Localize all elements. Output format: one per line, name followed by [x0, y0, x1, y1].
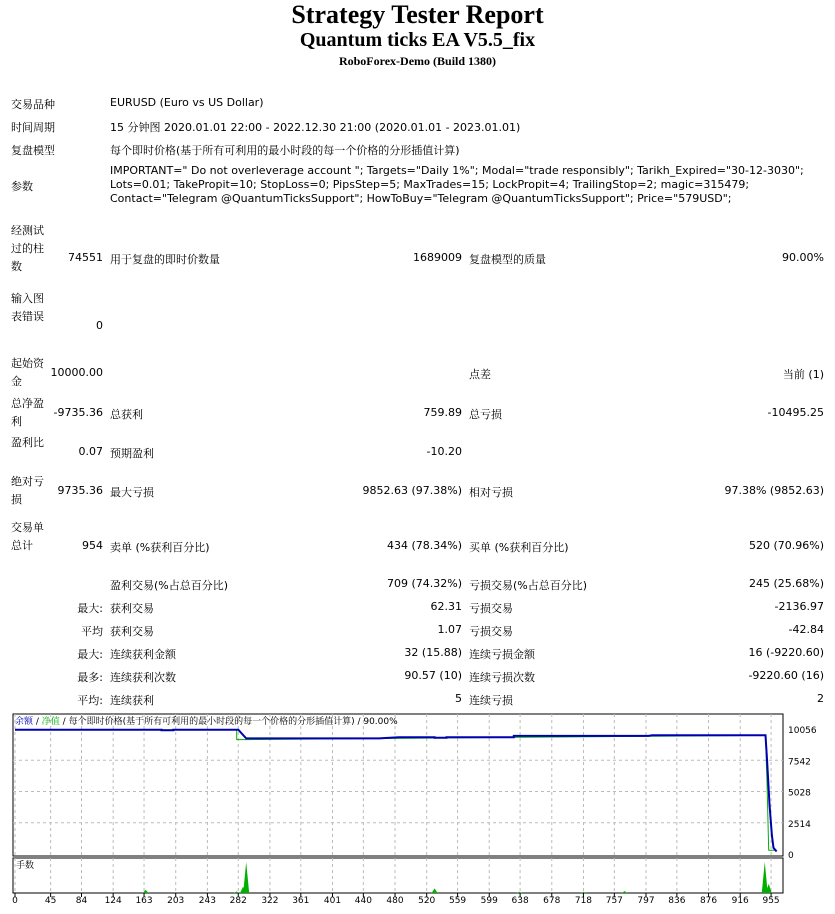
stat-label: 交易单总计 — [11, 521, 44, 552]
stat-value: 97.38% (9852.63) — [724, 484, 824, 497]
stat-label: 输入图表错误 — [11, 292, 44, 323]
stat-value: 759.89 — [423, 406, 462, 419]
chart-legend — [15, 715, 398, 727]
stat-value: -10.20 — [426, 445, 462, 458]
stat-value: 1.07 — [437, 623, 462, 636]
x-tick-label: 876 — [699, 896, 718, 906]
stat-value: 62.31 — [430, 600, 462, 613]
y-tick-label: 7542 — [788, 757, 811, 768]
stat-label: 起始资金 — [11, 357, 44, 388]
legend-model: 每个即时价格(基于所有可利用的最小时段的每一个价格的分形插值计算) — [68, 717, 355, 727]
x-tick-label: 797 — [637, 896, 655, 906]
stat-value: 434 (78.34%) — [386, 539, 462, 552]
stat-prefix: 平均 — [81, 625, 103, 638]
x-tick-label: 559 — [448, 896, 467, 906]
stat-label: 连续亏损 — [469, 694, 513, 707]
stat-value: 90.57 (10) — [404, 669, 462, 682]
stat-value: 74551 — [68, 251, 103, 264]
x-tick-label: 124 — [104, 896, 122, 906]
stat-value: 9735.36 — [57, 484, 103, 497]
stat-value: 0 — [96, 319, 103, 332]
params-line: Contact="Telegram @QuantumTicksSupport"; HowToBuy="Telegram @QuantumTicksSupport"; Price="579USD"; — [110, 192, 732, 205]
volume-panel — [13, 858, 783, 893]
stat-value: 10000.00 — [50, 366, 103, 379]
params-line: Lots=0.01; TakePropit=10; StopLoss=0; PipsStep=5; MaxTrades=15; LockPropit=4; TrailingStop=2; magic=315479; — [110, 178, 750, 191]
stat-label: 获利交易 — [110, 602, 154, 615]
legend-sep: / — [354, 717, 364, 727]
legend-balance: 余额 — [15, 717, 34, 727]
stat-prefix: 最大: — [77, 602, 103, 615]
stat-label: 连续获利次数 — [110, 671, 176, 684]
symbol-label: 交易品种 — [11, 98, 55, 111]
legend-equity: 净值 — [41, 717, 60, 727]
report-title: Strategy Tester Report — [291, 0, 544, 29]
stat-label: 总亏损 — [469, 408, 502, 421]
x-tick-label: 45 — [44, 896, 57, 906]
x-tick-label: 243 — [198, 896, 216, 906]
x-tick-label: 84 — [75, 896, 88, 906]
params-label: 参数 — [11, 180, 33, 193]
stat-value: 954 — [82, 539, 103, 552]
stat-label: 亏损交易(%占总百分比) — [469, 579, 588, 592]
y-tick-label: 0 — [788, 851, 794, 861]
stat-label: 连续获利 — [110, 694, 154, 707]
y-tick-label: 2514 — [788, 819, 811, 830]
stat-label: 用于复盘的即时价数量 — [110, 253, 220, 266]
stat-label: 盈利交易(%占总百分比) — [110, 579, 229, 592]
stat-value: 2 — [817, 692, 824, 705]
x-tick-label: 718 — [574, 896, 593, 906]
x-tick-label: 361 — [292, 896, 310, 906]
stat-value: -9220.60 (16) — [748, 669, 824, 682]
stat-value: 9852.63 (97.38%) — [362, 484, 462, 497]
x-tick-label: 638 — [511, 896, 529, 906]
model-label: 复盘模型 — [11, 144, 55, 157]
stat-prefix: 最多: — [77, 671, 103, 684]
legend-sep: / — [33, 717, 42, 727]
x-tick-label: 203 — [167, 896, 185, 906]
x-tick-label: 520 — [418, 896, 436, 906]
stat-prefix: 平均: — [77, 694, 103, 707]
x-tick-label: 401 — [323, 896, 342, 906]
x-tick-label: 599 — [480, 896, 498, 906]
legend-quality: 90.00% — [363, 717, 398, 727]
stat-label: 卖单 (%获利百分比) — [110, 541, 210, 554]
stat-value: 245 (25.68%) — [748, 577, 824, 590]
stat-label: 预期盈利 — [110, 447, 154, 460]
y-tick-label: 10056 — [788, 726, 817, 736]
period-label: 时间周期 — [11, 121, 55, 134]
stat-value: 5 — [455, 692, 462, 705]
stat-label: 亏损交易 — [469, 625, 513, 638]
stat-value: -9735.36 — [53, 406, 103, 419]
x-tick-label: 757 — [605, 896, 623, 906]
stat-label: 获利交易 — [110, 625, 154, 638]
stat-label: 连续亏损金额 — [469, 648, 535, 661]
stat-value: 0.07 — [78, 445, 103, 458]
y-tick-label: 5028 — [788, 788, 811, 799]
ea-name: Quantum ticks EA V5.5_fix — [299, 29, 536, 51]
params-line: IMPORTANT=" Do not overleverage account "; Targets="Daily 1%"; Modal="trade responsibly"; Tarikh_Expired="30-12-3030"; — [110, 164, 804, 177]
stat-value: 当前 (1) — [782, 368, 824, 381]
stat-label: 点差 — [469, 368, 491, 381]
x-tick-label: 678 — [543, 896, 561, 906]
stat-label: 相对亏损 — [469, 486, 513, 499]
x-tick-label: 0 — [12, 896, 18, 906]
stat-value: 1689009 — [413, 251, 462, 264]
stat-value: -42.84 — [788, 623, 824, 636]
stat-value: -10495.25 — [767, 406, 824, 419]
stat-value: 709 (74.32%) — [386, 577, 462, 590]
volume-label: 手数 — [16, 861, 35, 871]
stat-label: 绝对亏损 — [11, 475, 44, 506]
stat-value: 16 (-9220.60) — [748, 646, 824, 659]
period-value: 15 分钟图 2020.01.01 22:00 - 2022.12.30 21:00 (2020.01.01 - 2023.01.01) — [110, 121, 521, 134]
server-name: RoboForex-Demo (Build 1380) — [338, 54, 497, 68]
x-tick-label: 322 — [261, 896, 279, 906]
x-tick-label: 440 — [354, 896, 372, 906]
stat-label: 总净盈利 — [11, 397, 44, 428]
stat-label: 连续亏损次数 — [469, 671, 535, 684]
stat-label: 亏损交易 — [469, 602, 513, 615]
stat-label: 买单 (%获利百分比) — [469, 541, 569, 554]
model-value: 每个即时价格(基于所有可利用的最小时段的每一个价格的分形插值计算) — [110, 144, 460, 157]
stat-label: 最大亏损 — [110, 486, 154, 499]
stat-label: 复盘模型的质量 — [469, 253, 546, 266]
legend-sep: / — [59, 717, 69, 727]
stat-prefix: 最大: — [77, 648, 103, 661]
stat-value: -2136.97 — [774, 600, 824, 613]
x-tick-label: 916 — [731, 896, 749, 906]
x-tick-label: 282 — [229, 896, 247, 906]
stat-label: 连续获利金额 — [110, 648, 176, 661]
stat-label: 经测试过的柱数 — [11, 224, 44, 273]
x-tick-label: 955 — [762, 896, 780, 906]
stat-value: 32 (15.88) — [404, 646, 462, 659]
stat-value: 90.00% — [782, 251, 824, 264]
x-tick-label: 836 — [668, 896, 686, 906]
x-tick-label: 163 — [135, 896, 153, 906]
x-tick-label: 480 — [386, 896, 404, 906]
stat-label: 盈利比 — [11, 436, 44, 449]
symbol-value: EURUSD (Euro vs US Dollar) — [110, 96, 264, 109]
stat-value: 520 (70.96%) — [748, 539, 824, 552]
stat-label: 总获利 — [110, 408, 143, 421]
